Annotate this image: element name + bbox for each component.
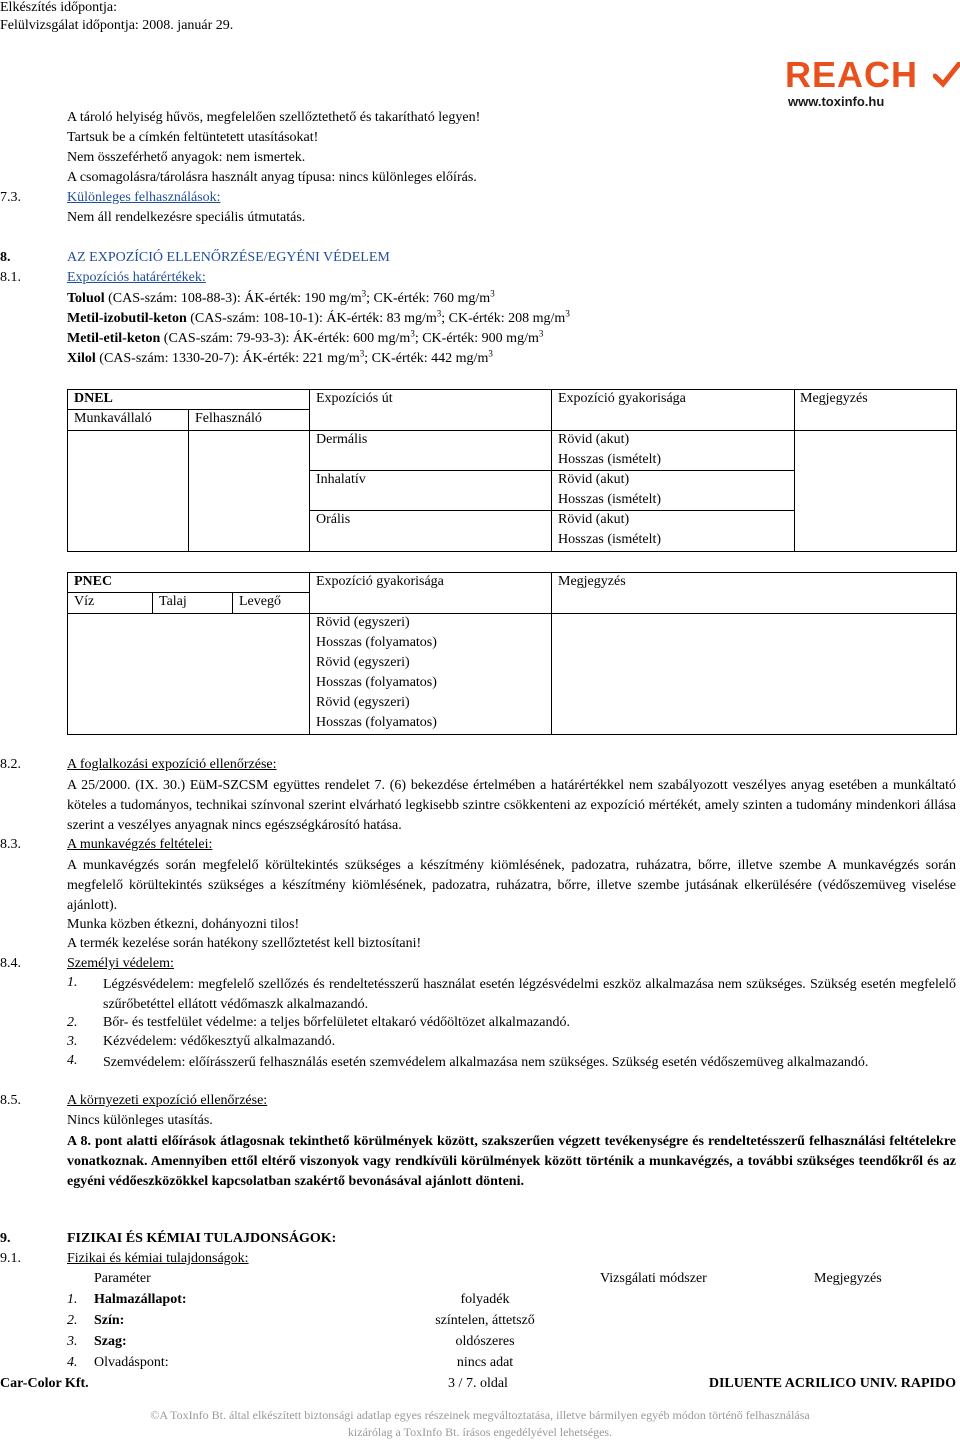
- section-8-title: AZ EXPOZÍCIÓ ELLENŐRZÉSE/EGYÉNI VÉDELEM: [67, 250, 390, 265]
- section-8-3-title: A munkavégzés feltételei:: [67, 837, 213, 852]
- limit-row: Toluol (CAS-szám: 108-88-3): ÁK-érték: 190 $mg/m^3$; CK-érték: 760 $mg/m^3$: [67, 288, 495, 306]
- pnec-soil-header: Talaj: [159, 594, 187, 609]
- footer-copyright-1: ©A ToxInfo Bt. által elkészített biztonsági adatlap egyes részeinek megváltoztatása, illetve bármilyen egyéb módon történő felhasználása: [150, 1408, 810, 1422]
- note-header: Megjegyzés: [814, 1271, 882, 1286]
- section-8-3-text: A munkavégzés során megfelelő körültekintés szükséges a készítmény kiömlésének, padozatra, ruházatra, bőrre, illetve szembe A munkavégzés során megfelelő körültekintés szükséges a készítmény kiömlésének, padozatra, ruházatra, bőrre, illetve szembe jutásának elkerülésére (védőszemüveg viselése ajánlott).: [67, 858, 956, 913]
- dnel-note-header: Megjegyzés: [800, 391, 868, 406]
- section-8-5-number: 8.5.: [0, 1093, 21, 1108]
- pnec-frequency-header: Expozíció gyakorisága: [316, 574, 444, 589]
- storage-line-1: A tároló helyiség hűvös, megfelelően szellőztethető és takarítható legyen!: [67, 110, 481, 125]
- pnec-freq: Hosszas (folyamatos): [316, 675, 437, 690]
- protection-item: Légzésvédelem: megfelelő szellőzés és rendeltetésszerű használat esetén légzésvédelmi eszköz alkalmazása nem szükséges. Szükség esetén megfelelő szűrőbetéttel ellátott védőmaszk alkalmazandó.: [103, 977, 956, 1012]
- section-9-title: FIZIKAI ÉS KÉMIAI TULAJDONSÁGOK:: [67, 1231, 337, 1246]
- pnec-air-header: Levegő: [239, 594, 281, 609]
- param-header: Paraméter: [94, 1271, 151, 1286]
- section-8-2-number: 8.2.: [0, 757, 21, 772]
- section-8-3-line-2: Munka közben étkezni, dohányozni tilos!: [67, 917, 300, 932]
- substance-name: Metil-etil-keton: [67, 331, 161, 346]
- section-8-5-line-1: Nincs különleges utasítás.: [67, 1113, 213, 1128]
- property-value: színtelen, áttetsző: [435, 1313, 535, 1328]
- dnel-route: Inhalatív: [316, 472, 366, 487]
- dnel-freq: Hosszas (ismételt): [558, 492, 662, 507]
- section-9-1-title: Fizikai és kémiai tulajdonságok:: [67, 1251, 249, 1266]
- prep-date-label: Elkészítés időpontja:: [0, 0, 118, 15]
- list-number: 4.: [67, 1053, 78, 1068]
- storage-line-3: Nem összeférhető anyagok: nem ismertek.: [67, 150, 306, 165]
- limit-row: Xilol (CAS-szám: 1330-20-7): ÁK-érték: 221 $mg/m^3$; CK-érték: 442 $mg/m^3$: [67, 348, 493, 366]
- limit-row: Metil-izobutil-keton (CAS-szám: 108-10-1): ÁK-érték: 83 $mg/m^3$; CK-érték: 208 $mg/m^3$: [67, 308, 570, 326]
- dnel-freq: Rövid (akut): [558, 512, 630, 527]
- pnec-freq: Hosszas (folyamatos): [316, 635, 437, 650]
- footer-product-name: DILUENTE ACRILICO UNIV. RAPIDO: [708, 1376, 956, 1391]
- section-8-number: 8.: [0, 250, 11, 265]
- protection-item: Bőr- és testfelület védelme: a teljes bőrfelületet eltakaró védőöltözet alkalmazandó.: [103, 1015, 570, 1030]
- section-9-number: 9.: [0, 1231, 11, 1246]
- section-8-3-number: 8.3.: [0, 837, 21, 852]
- property-value: nincs adat: [456, 1355, 514, 1370]
- section-8-4-title: Személyi védelem:: [67, 956, 174, 971]
- dnel-freq: Hosszas (ismételt): [558, 532, 662, 547]
- section-8-5-title: A környezeti expozíció ellenőrzése:: [67, 1093, 268, 1108]
- property-name: Halmazállapot:: [94, 1292, 187, 1307]
- pnec-header: PNEC: [74, 574, 113, 589]
- property-name: Szín:: [94, 1313, 125, 1328]
- storage-line-2: Tartsuk be a címkén feltüntetett utasításokat!: [67, 130, 319, 145]
- dnel-route-header: Expozíciós út: [316, 391, 393, 406]
- substance-name: Metil-izobutil-keton: [67, 311, 187, 326]
- method-header: Vizsgálati módszer: [600, 1271, 707, 1286]
- checkmark-icon: [933, 62, 960, 88]
- pnec-freq: Hosszas (folyamatos): [316, 715, 437, 730]
- pnec-water-header: Víz: [74, 594, 95, 609]
- dnel-freq: Rövid (akut): [558, 472, 630, 487]
- section-8-1-title: Expozíciós határértékek:: [67, 270, 206, 285]
- section-9-1-number: 9.1.: [0, 1251, 21, 1266]
- property-name: Szag:: [94, 1334, 127, 1349]
- list-number: 3.: [67, 1334, 78, 1349]
- list-number: 1.: [67, 1292, 78, 1307]
- list-number: 3.: [67, 1034, 78, 1049]
- pnec-freq: Rövid (egyszeri): [316, 695, 410, 710]
- reach-logo-word: REACH: [785, 54, 919, 95]
- storage-line-4: A csomagolásra/tárolásra használt anyag típusa: nincs különleges előírás.: [67, 170, 477, 185]
- section-8-2-title: A foglalkozási expozíció ellenőrzése:: [67, 757, 277, 772]
- footer-page-number: 3 / 7. oldal: [448, 1376, 508, 1391]
- footer-copyright-2: kizárólag a ToxInfo Bt. írásos engedélyével lehetséges.: [347, 1425, 613, 1439]
- dnel-frequency-header: Expozíció gyakorisága: [558, 391, 686, 406]
- dnel-freq: Hosszas (ismételt): [558, 452, 662, 467]
- pnec-freq: Rövid (egyszeri): [316, 655, 410, 670]
- section-8-5-bold-text: A 8. pont alatti előírások átlagosnak tekinthető körülmények között, szakszerűen végzett tevékenységre és rendeltetésszerű felhasználási feltételekre vonatkoznak. Amennyiben ettől eltérő viszonyok vagy rendkívüli körülmények között történik a munkavégzés, a további szükséges teendőkről és az egyéni védőeszközökkel kapcsolatban szakértő bevonásával ajánlott dönteni.: [67, 1134, 956, 1189]
- list-number: 2.: [67, 1313, 78, 1328]
- reach-logo: [785, 54, 918, 96]
- property-name: Olvadáspont:: [94, 1355, 169, 1370]
- dnel-header: DNEL: [74, 391, 113, 406]
- revision-date-label: Felülvizsgálat időpontja: 2008. január 29.: [0, 18, 234, 33]
- limit-row: Metil-etil-keton (CAS-szám: 79-93-3): ÁK-érték: 600 $mg/m^3$; CK-érték: 900 $mg/m^3$: [67, 328, 544, 346]
- dnel-freq: Rövid (akut): [558, 432, 630, 447]
- pnec-note-header: Megjegyzés: [558, 574, 626, 589]
- list-number: 2.: [67, 1015, 78, 1030]
- property-value: folyadék: [460, 1292, 510, 1307]
- footer-company: Car-Color Kft.: [0, 1376, 89, 1391]
- substance-name: Toluol: [67, 291, 105, 306]
- logo-url: www.toxinfo.hu: [788, 94, 885, 109]
- property-value: oldószeres: [455, 1334, 515, 1349]
- dnel-route: Orális: [316, 512, 351, 527]
- list-number: 1.: [67, 975, 78, 990]
- section-8-3-line-3: A termék kezelése során hatékony szellőztetést kell biztosítani!: [67, 936, 422, 951]
- substance-name: Xilol: [67, 351, 96, 366]
- section-8-2-text: A 25/2000. (IX. 30.) EüM-SZCSM együttes rendelet 7. (6) bekezdése értelmében a határértékkel nem szabályozott veszélyes anyag esetében a munkáltató köteles a tudományos, technikai színvonal szerint elvárható legkisebb szintre csökkenteni az expozíció mértékét, amely szinten a tudomány mindenkori állása szerint a veszélyes anyagnak nincs egészségkárosító hatása.: [67, 778, 956, 833]
- protection-item: Szemvédelem: előírásszerű felhasználás esetén szemvédelem alkalmazása nem szükséges. Szükség esetén védőszemüveg alkalmazandó.: [103, 1055, 869, 1070]
- dnel-route: Dermális: [316, 432, 368, 447]
- dnel-user-header: Felhasználó: [195, 411, 262, 426]
- section-8-4-number: 8.4.: [0, 956, 21, 971]
- list-number: 4.: [67, 1355, 78, 1370]
- section-7-3-text: Nem áll rendelkezésre speciális útmutatás.: [67, 210, 306, 225]
- protection-item: Kézvédelem: védőkesztyű alkalmazandó.: [103, 1034, 336, 1049]
- section-7-3-number: 7.3.: [0, 190, 21, 205]
- section-8-1-number: 8.1.: [0, 270, 21, 285]
- dnel-worker-header: Munkavállaló: [74, 411, 152, 426]
- pnec-freq: Rövid (egyszeri): [316, 615, 410, 630]
- section-7-3-title: Különleges felhasználások:: [67, 190, 221, 205]
